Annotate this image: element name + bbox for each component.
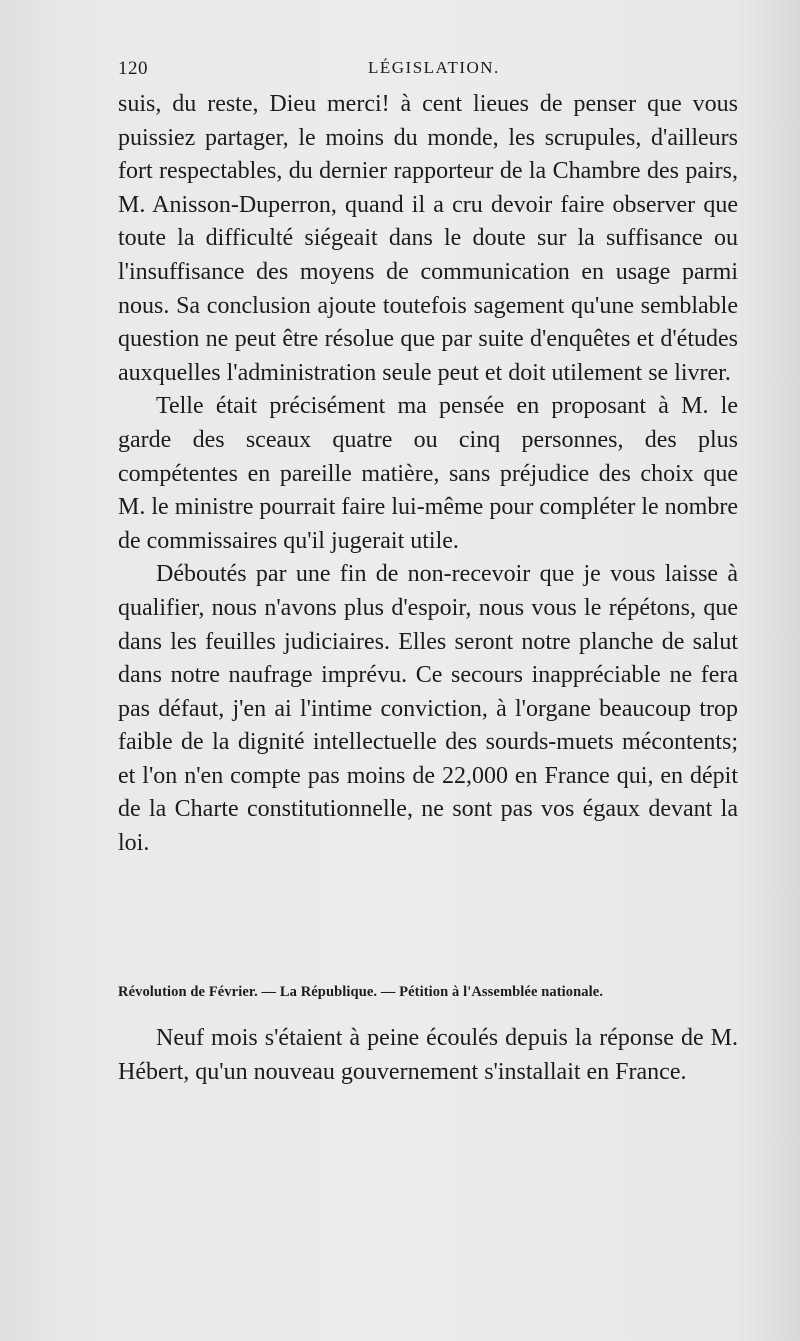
paragraph: Déboutés par une fin de non-recevoir que je vous laisse à qualifier, nous n'avons plus d'espoir, nous vous le répétons, que dans les feuilles judiciaires. Elles seront notre planche de salut dans notre naufrage imprévu. Ce secours inappréciable ne fera pas défaut, j'en ai l'intime conviction, à l'organe beaucoup trop faible de la dignité intellectuelle des sourds-muets mécontents; et l'on n'en compte pas moins de 22,000 en France qui, en dépit de la Charte constitutionnelle, ne sont pas vos égaux devant la loi. (118, 561, 738, 857)
paragraph: Telle était précisément ma pensée en proposant à M. le garde des sceaux quatre ou cinq personnes, des plus compétentes en pareille matière, sans préjudice des choix que M. le ministre pourrait faire lui-même pour compléter le nombre de commissaires qu'il jugerait utile. (118, 393, 738, 554)
paragraph: suis, du reste, Dieu merci! à cent lieues de penser que vous puissiez partager, le moins du monde, les scrupules, d'ailleurs fort respectables, du dernier rapporteur de la Chambre des pairs, M. Anisson-Duperron, quand il a cru devoir faire observer que toute la difficulté siégeait dans le doute sur la suffisance ou l'insuffisance des moyens de communication en usage parmi nous. Sa conclusion ajoute toutefois sagement qu'une semblable question ne peut être résolue que par suite d'enquêtes et d'études auxquelles l'administration seule peut et doit utilement se livrer. (118, 91, 738, 386)
main-text (118, 88, 738, 861)
page-number: 120 (118, 58, 148, 79)
paragraph: Neuf mois s'étaient à peine écoulés depuis la réponse de M. Hébert, qu'un nouveau gouvernement s'installait en France. (118, 1025, 738, 1085)
page-header (118, 58, 738, 84)
main-text-continued (118, 1022, 738, 1089)
section-heading: Révolution de Février. — La République. — Pétition à l'Assemblée nationale. (118, 984, 604, 1000)
running-head: LÉGISLATION. (368, 58, 500, 77)
